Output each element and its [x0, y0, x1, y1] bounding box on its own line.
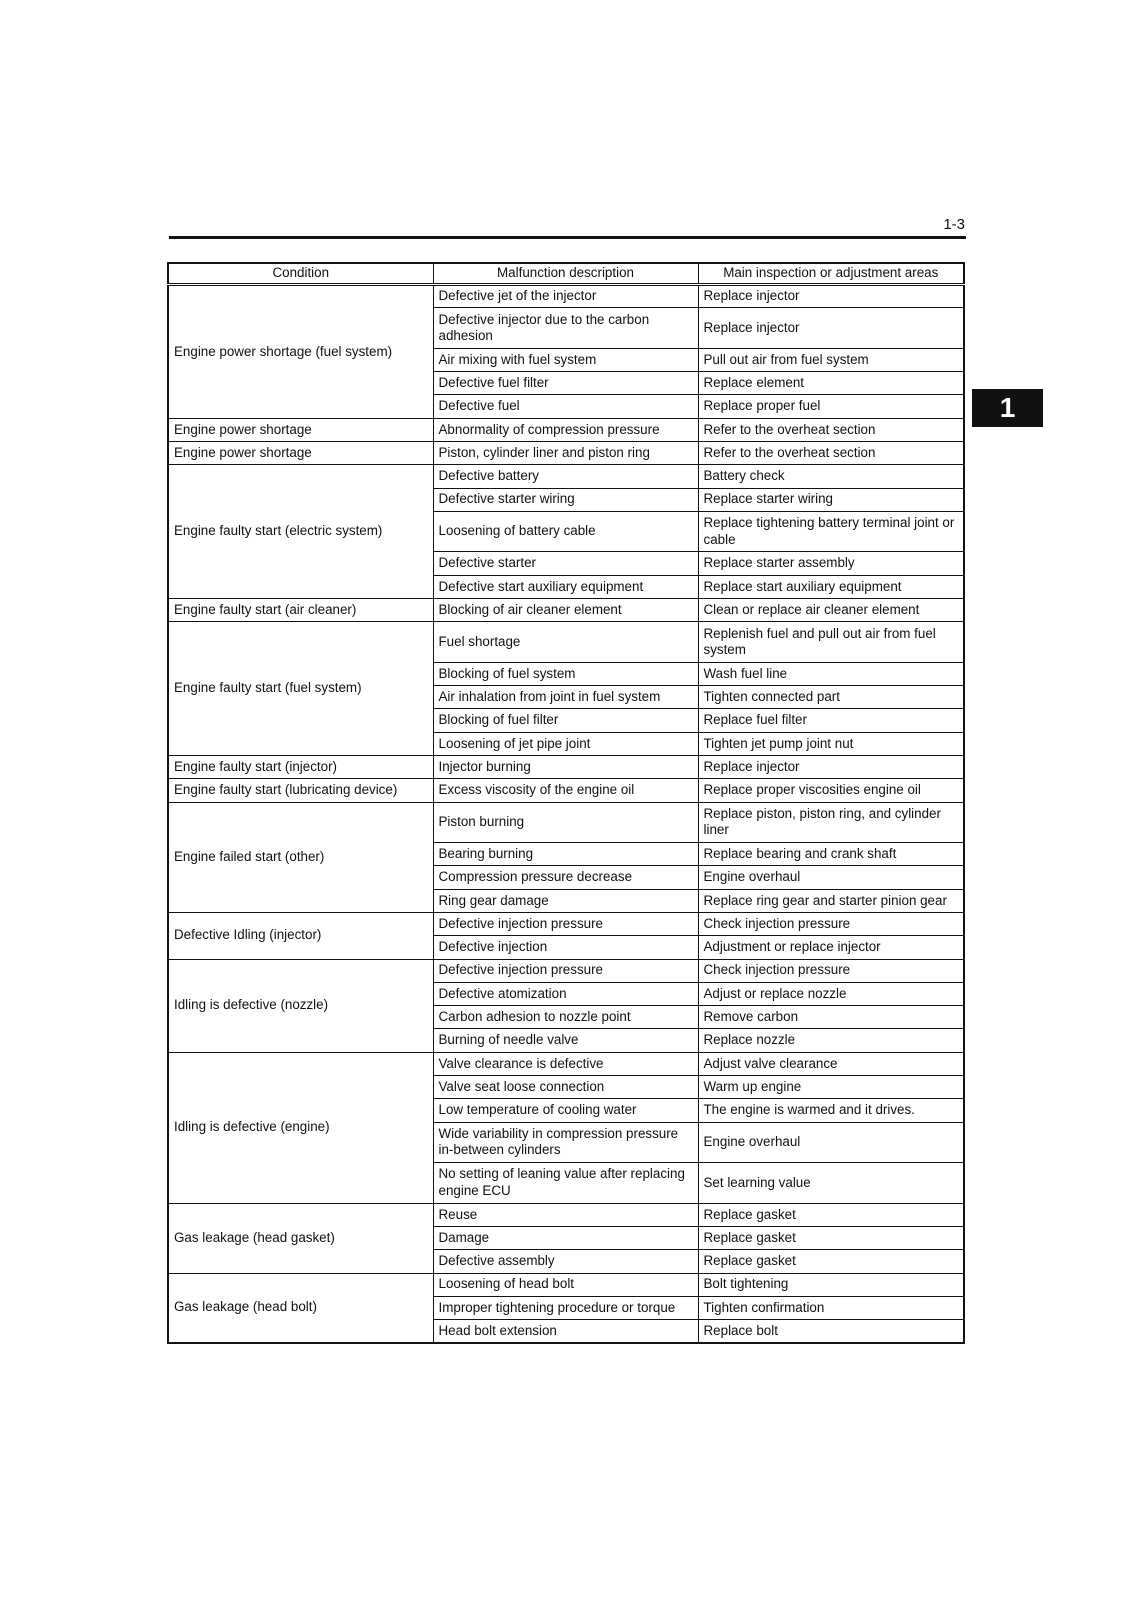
inspection-cell: Replace bearing and crank shaft	[698, 843, 964, 866]
inspection-cell: Warm up engine	[698, 1076, 964, 1099]
table-row	[168, 285, 964, 308]
malfunction-cell: Defective battery	[433, 465, 698, 488]
condition-cell: Engine faulty start (fuel system)	[168, 622, 433, 756]
inspection-cell: Replace bolt	[698, 1320, 964, 1343]
malfunction-cell: Compression pressure decrease	[433, 866, 698, 889]
malfunction-cell: Piston, cylinder liner and piston ring	[433, 441, 698, 464]
inspection-cell: Set learning value	[698, 1163, 964, 1204]
inspection-cell: Check injection pressure	[698, 912, 964, 935]
column-header-condition: Condition	[168, 263, 433, 285]
inspection-cell: Adjustment or replace injector	[698, 936, 964, 959]
malfunction-cell: Defective start auxiliary equipment	[433, 575, 698, 598]
malfunction-cell: Injector burning	[433, 755, 698, 778]
inspection-cell: Replace ring gear and starter pinion gear	[698, 889, 964, 912]
table-row	[168, 465, 964, 488]
table-row	[168, 802, 964, 843]
malfunction-cell: Wide variability in compression pressure in-between cylinders	[433, 1122, 698, 1163]
malfunction-cell: Defective assembly	[433, 1250, 698, 1273]
condition-cell: Engine faulty start (injector)	[168, 755, 433, 778]
table-row	[168, 1052, 964, 1075]
inspection-cell: Replace piston, piston ring, and cylinder liner	[698, 802, 964, 843]
malfunction-cell: Carbon adhesion to nozzle point	[433, 1006, 698, 1029]
malfunction-cell: Blocking of air cleaner element	[433, 598, 698, 621]
inspection-cell: Replace starter wiring	[698, 488, 964, 511]
malfunction-cell: Valve clearance is defective	[433, 1052, 698, 1075]
condition-cell: Engine power shortage (fuel system)	[168, 285, 433, 419]
inspection-cell: Replace injector	[698, 755, 964, 778]
malfunction-cell: Improper tightening procedure or torque	[433, 1296, 698, 1319]
inspection-cell: Adjust or replace nozzle	[698, 982, 964, 1005]
condition-cell: Engine faulty start (lubricating device)	[168, 779, 433, 802]
malfunction-cell: Reuse	[433, 1203, 698, 1226]
inspection-cell: Replace element	[698, 372, 964, 395]
inspection-cell: Replace tightening battery terminal joint or cable	[698, 511, 964, 552]
troubleshooting-table	[167, 262, 965, 1344]
inspection-cell: Replace proper fuel	[698, 395, 964, 418]
inspection-cell: Replace gasket	[698, 1226, 964, 1249]
table-row	[168, 598, 964, 621]
inspection-cell: Replace nozzle	[698, 1029, 964, 1052]
malfunction-cell: Defective starter wiring	[433, 488, 698, 511]
table-body	[168, 285, 964, 1343]
malfunction-cell: Ring gear damage	[433, 889, 698, 912]
inspection-cell: Replace gasket	[698, 1250, 964, 1273]
malfunction-cell: Blocking of fuel filter	[433, 709, 698, 732]
malfunction-cell: Defective starter	[433, 552, 698, 575]
inspection-cell: Replace gasket	[698, 1203, 964, 1226]
malfunction-cell: Damage	[433, 1226, 698, 1249]
malfunction-cell: Defective injection pressure	[433, 912, 698, 935]
inspection-cell: Replenish fuel and pull out air from fuel system	[698, 622, 964, 663]
condition-cell: Engine failed start (other)	[168, 802, 433, 912]
condition-cell: Idling is defective (engine)	[168, 1052, 433, 1203]
column-header-inspection: Main inspection or adjustment areas	[698, 263, 964, 285]
malfunction-cell: Fuel shortage	[433, 622, 698, 663]
inspection-cell: Replace start auxiliary equipment	[698, 575, 964, 598]
table-row	[168, 755, 964, 778]
table-row	[168, 959, 964, 982]
malfunction-cell: Abnormality of compression pressure	[433, 418, 698, 441]
table-row	[168, 418, 964, 441]
condition-cell: Gas leakage (head bolt)	[168, 1273, 433, 1343]
malfunction-cell: Defective fuel filter	[433, 372, 698, 395]
malfunction-cell: Valve seat loose connection	[433, 1076, 698, 1099]
condition-cell: Idling is defective (nozzle)	[168, 959, 433, 1052]
malfunction-cell: Bearing burning	[433, 843, 698, 866]
inspection-cell: Replace fuel filter	[698, 709, 964, 732]
condition-cell: Defective Idling (injector)	[168, 912, 433, 959]
inspection-cell: Check injection pressure	[698, 959, 964, 982]
column-header-malfunction: Malfunction description	[433, 263, 698, 285]
inspection-cell: Remove carbon	[698, 1006, 964, 1029]
inspection-cell: Clean or replace air cleaner element	[698, 598, 964, 621]
inspection-cell: Wash fuel line	[698, 662, 964, 685]
condition-cell: Gas leakage (head gasket)	[168, 1203, 433, 1273]
malfunction-cell: Burning of needle valve	[433, 1029, 698, 1052]
inspection-cell: Replace injector	[698, 308, 964, 349]
inspection-cell: Pull out air from fuel system	[698, 348, 964, 371]
table-header-row	[168, 263, 964, 285]
inspection-cell: The engine is warmed and it drives.	[698, 1099, 964, 1122]
malfunction-cell: Blocking of fuel system	[433, 662, 698, 685]
inspection-cell: Bolt tightening	[698, 1273, 964, 1296]
malfunction-cell: Defective injection pressure	[433, 959, 698, 982]
inspection-cell: Adjust valve clearance	[698, 1052, 964, 1075]
table-row	[168, 1203, 964, 1226]
chapter-tab: 1	[972, 389, 1043, 427]
condition-cell: Engine power shortage	[168, 441, 433, 464]
malfunction-cell: Head bolt extension	[433, 1320, 698, 1343]
malfunction-cell: No setting of leaning value after replacing engine ECU	[433, 1163, 698, 1204]
malfunction-cell: Loosening of head bolt	[433, 1273, 698, 1296]
header-rule	[169, 236, 966, 239]
malfunction-cell: Defective jet of the injector	[433, 285, 698, 308]
inspection-cell: Engine overhaul	[698, 866, 964, 889]
condition-cell: Engine power shortage	[168, 418, 433, 441]
table-row	[168, 1273, 964, 1296]
malfunction-cell: Defective fuel	[433, 395, 698, 418]
malfunction-cell: Low temperature of cooling water	[433, 1099, 698, 1122]
malfunction-cell: Loosening of jet pipe joint	[433, 732, 698, 755]
inspection-cell: Refer to the overheat section	[698, 441, 964, 464]
malfunction-cell: Defective injection	[433, 936, 698, 959]
page-number: 1-3	[943, 216, 965, 233]
table-row	[168, 779, 964, 802]
condition-cell: Engine faulty start (electric system)	[168, 465, 433, 599]
malfunction-cell: Loosening of battery cable	[433, 511, 698, 552]
inspection-cell: Replace proper viscosities engine oil	[698, 779, 964, 802]
condition-cell: Engine faulty start (air cleaner)	[168, 598, 433, 621]
malfunction-cell: Piston burning	[433, 802, 698, 843]
malfunction-cell: Air inhalation from joint in fuel system	[433, 686, 698, 709]
inspection-cell: Tighten jet pump joint nut	[698, 732, 964, 755]
inspection-cell: Replace starter assembly	[698, 552, 964, 575]
malfunction-cell: Excess viscosity of the engine oil	[433, 779, 698, 802]
inspection-cell: Tighten confirmation	[698, 1296, 964, 1319]
table-row	[168, 912, 964, 935]
inspection-cell: Battery check	[698, 465, 964, 488]
malfunction-cell: Defective atomization	[433, 982, 698, 1005]
inspection-cell: Engine overhaul	[698, 1122, 964, 1163]
malfunction-cell: Defective injector due to the carbon adhesion	[433, 308, 698, 349]
inspection-cell: Refer to the overheat section	[698, 418, 964, 441]
table-row	[168, 622, 964, 663]
inspection-cell: Replace injector	[698, 285, 964, 308]
malfunction-cell: Air mixing with fuel system	[433, 348, 698, 371]
inspection-cell: Tighten connected part	[698, 686, 964, 709]
table-row	[168, 441, 964, 464]
